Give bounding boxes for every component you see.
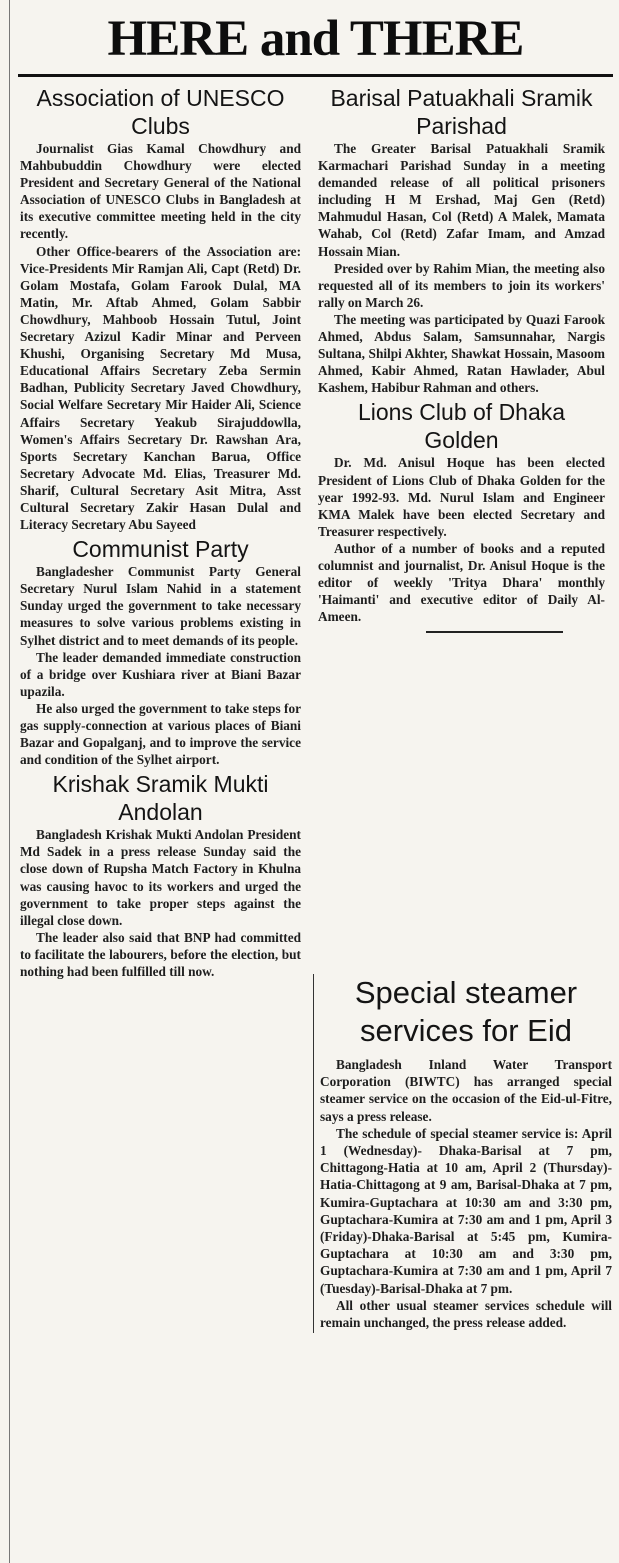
paragraph: The leader also said that BNP had committed to facilitate the labourers, before the election, but nothing had been fulfilled till now. xyxy=(20,929,301,980)
paragraph: Bangladesh Krishak Mukti Andolan President Md Sadek in a press release Sunday said the close down of Rupsha Match Factory in Khulna was causing havoc to its workers and urged the government to take proper steps against the illegal close down. xyxy=(20,827,301,928)
headline: Association of UNESCO Clubs xyxy=(36,85,285,139)
paragraph: Bangladesh Inland Water Transport Corporation (BIWTC) has arranged special steamer service on the occasion of the Eid-ul-Fitre, says a press release. xyxy=(320,1057,612,1124)
paragraph: Author of a number of books and a reputed columnist and journalist, Dr. Anisul Hoque is the editor of weekly 'Tritya Dhara' monthly 'Haimanti' and executive editor of Daily Al-Ameen. xyxy=(318,540,605,625)
headline: Barisal Patuakhali Sramik Parishad xyxy=(330,85,593,139)
paragraph: Journalist Gias Kamal Chowdhury and Mahbubuddin Chowdhury were elected President and Secretary General of the National Association of UNESCO Clubs in Bangladesh at its executive committee meeting held in the city recently. xyxy=(20,141,301,242)
article-special-steamer xyxy=(320,974,612,1331)
headline: Communist Party xyxy=(72,536,249,563)
masthead xyxy=(18,8,613,77)
column-rule xyxy=(9,0,10,1563)
paragraph: Other Office-bearers of the Association are: Vice-Presidents Mir Ramjan Ali, Capt (Retd) Dr. Golam Mostafa, Golam Farook Dulal, MA Matin, Mr. Aftab Ahmed, Golam Sabbir Chowdhury, Mahboob Hossain Tutul, Joint Secretary Azizul Kadir Minar and Perveen Khushi, Organising Secretary Md Musa, Educational Affairs Secretary Zeba Sermin Badhan, Publicity Secretary Javed Chowdhury, Social Welfare Secretary Mir Haider Ali, Science Affairs Secretary Yeakub Sirajuddowlla, Women's Affairs Secretary Dr. Rawshan Ara, Sports Secretary Kanchan Barua, Office Secretary Advocate Md. Elias, Treasurer Md. Sharif, Cultural Secretary Asit Mitra, Asst Cultural Secretary Zakir Hasan Dulal and Literacy Secretary Abu Sayeed xyxy=(20,243,301,533)
article-krishak-sramik xyxy=(20,770,301,980)
article-unesco-clubs xyxy=(20,84,301,533)
article-communist-party xyxy=(20,535,301,768)
headline: Krishak Sramik Mukti Andolan xyxy=(52,771,269,826)
article-lions-club xyxy=(318,398,605,625)
left-column xyxy=(20,84,301,982)
paragraph: The schedule of special steamer service is: April 1 (Wednesday)- Dhaka-Barisal at 7 pm, Chittagong-Hatia at 10 am, April 2 (Thursday)-Hatia-Chittagong at 9 am, Barisal-Dhaka at 7 pm, Kumira-Guptachara at 10:30 am and 3:30 pm, Guptachara-Kumira at 7:30 am and 1 pm, April 3 (Friday)-Dhaka-Barisal at 5:45 pm, Kumira-Guptachara at 10:30 am and 3:30 pm, Guptachara-Kumira at 7:30 am and 1 pm, April 7 (Tuesday)-Barisal-Dhaka at 7 pm. xyxy=(320,1125,612,1296)
paragraph: The Greater Barisal Patuakhali Sramik Karmachari Parishad Sunday in a meeting demanded release of all political prisoners including H M Ershad, Maj Gen (Retd) Mahmudul Hasan, Col (Retd) A Malek, Mamata Wahab, Col (Retd) Zafar Imam, and Amzad Hossain Mian. xyxy=(318,141,605,259)
paragraph: All other usual steamer services schedule will remain unchanged, the press release added. xyxy=(320,1297,612,1331)
feature-box xyxy=(313,974,612,1333)
article-barisal-patuakhali xyxy=(318,84,605,396)
headline: Lions Club of Dhaka Golden xyxy=(357,399,566,454)
paragraph: He also urged the government to take steps for gas supply-connection at various places of Biani Bazar and Gopalganj, and to improve the service and condition of the Sylhet airport. xyxy=(20,700,301,768)
headline: Special steamer services for Eid xyxy=(354,975,578,1048)
section-divider xyxy=(426,631,563,633)
paragraph: The meeting was participated by Quazi Farook Ahmed, Abdus Salam, Samsunnahar, Nargis Sultana, Shilpi Akhter, Shawkat Hossain, Masoom Ahmed, Kabir Ahmed, Ratan Hawlader, Abul Kashem, Habibur Rahman and others. xyxy=(318,311,605,396)
page-title: HERE and THERE xyxy=(107,11,524,67)
right-column xyxy=(318,84,605,639)
paragraph: Dr. Md. Anisul Hoque has been elected President of Lions Club of Dhaka Golden for the year 1992-93. Md. Nurul Islam and Engineer KMA Malek have been elected Secretary and Treasurer respectively. xyxy=(318,455,605,539)
paragraph: The leader demanded immediate construction of a bridge over Kushiara river at Biani Bazar upazila. xyxy=(20,649,301,699)
paragraph: Bangladesher Communist Party General Secretary Nurul Islam Nahid in a statement Sunday urged the government to take necessary measures to solve various problems existing in Sylhet district and to meet demands of its people. xyxy=(20,564,301,648)
paragraph: Presided over by Rahim Mian, the meeting also requested all of its members to join its workers' rally on March 26. xyxy=(318,260,605,310)
